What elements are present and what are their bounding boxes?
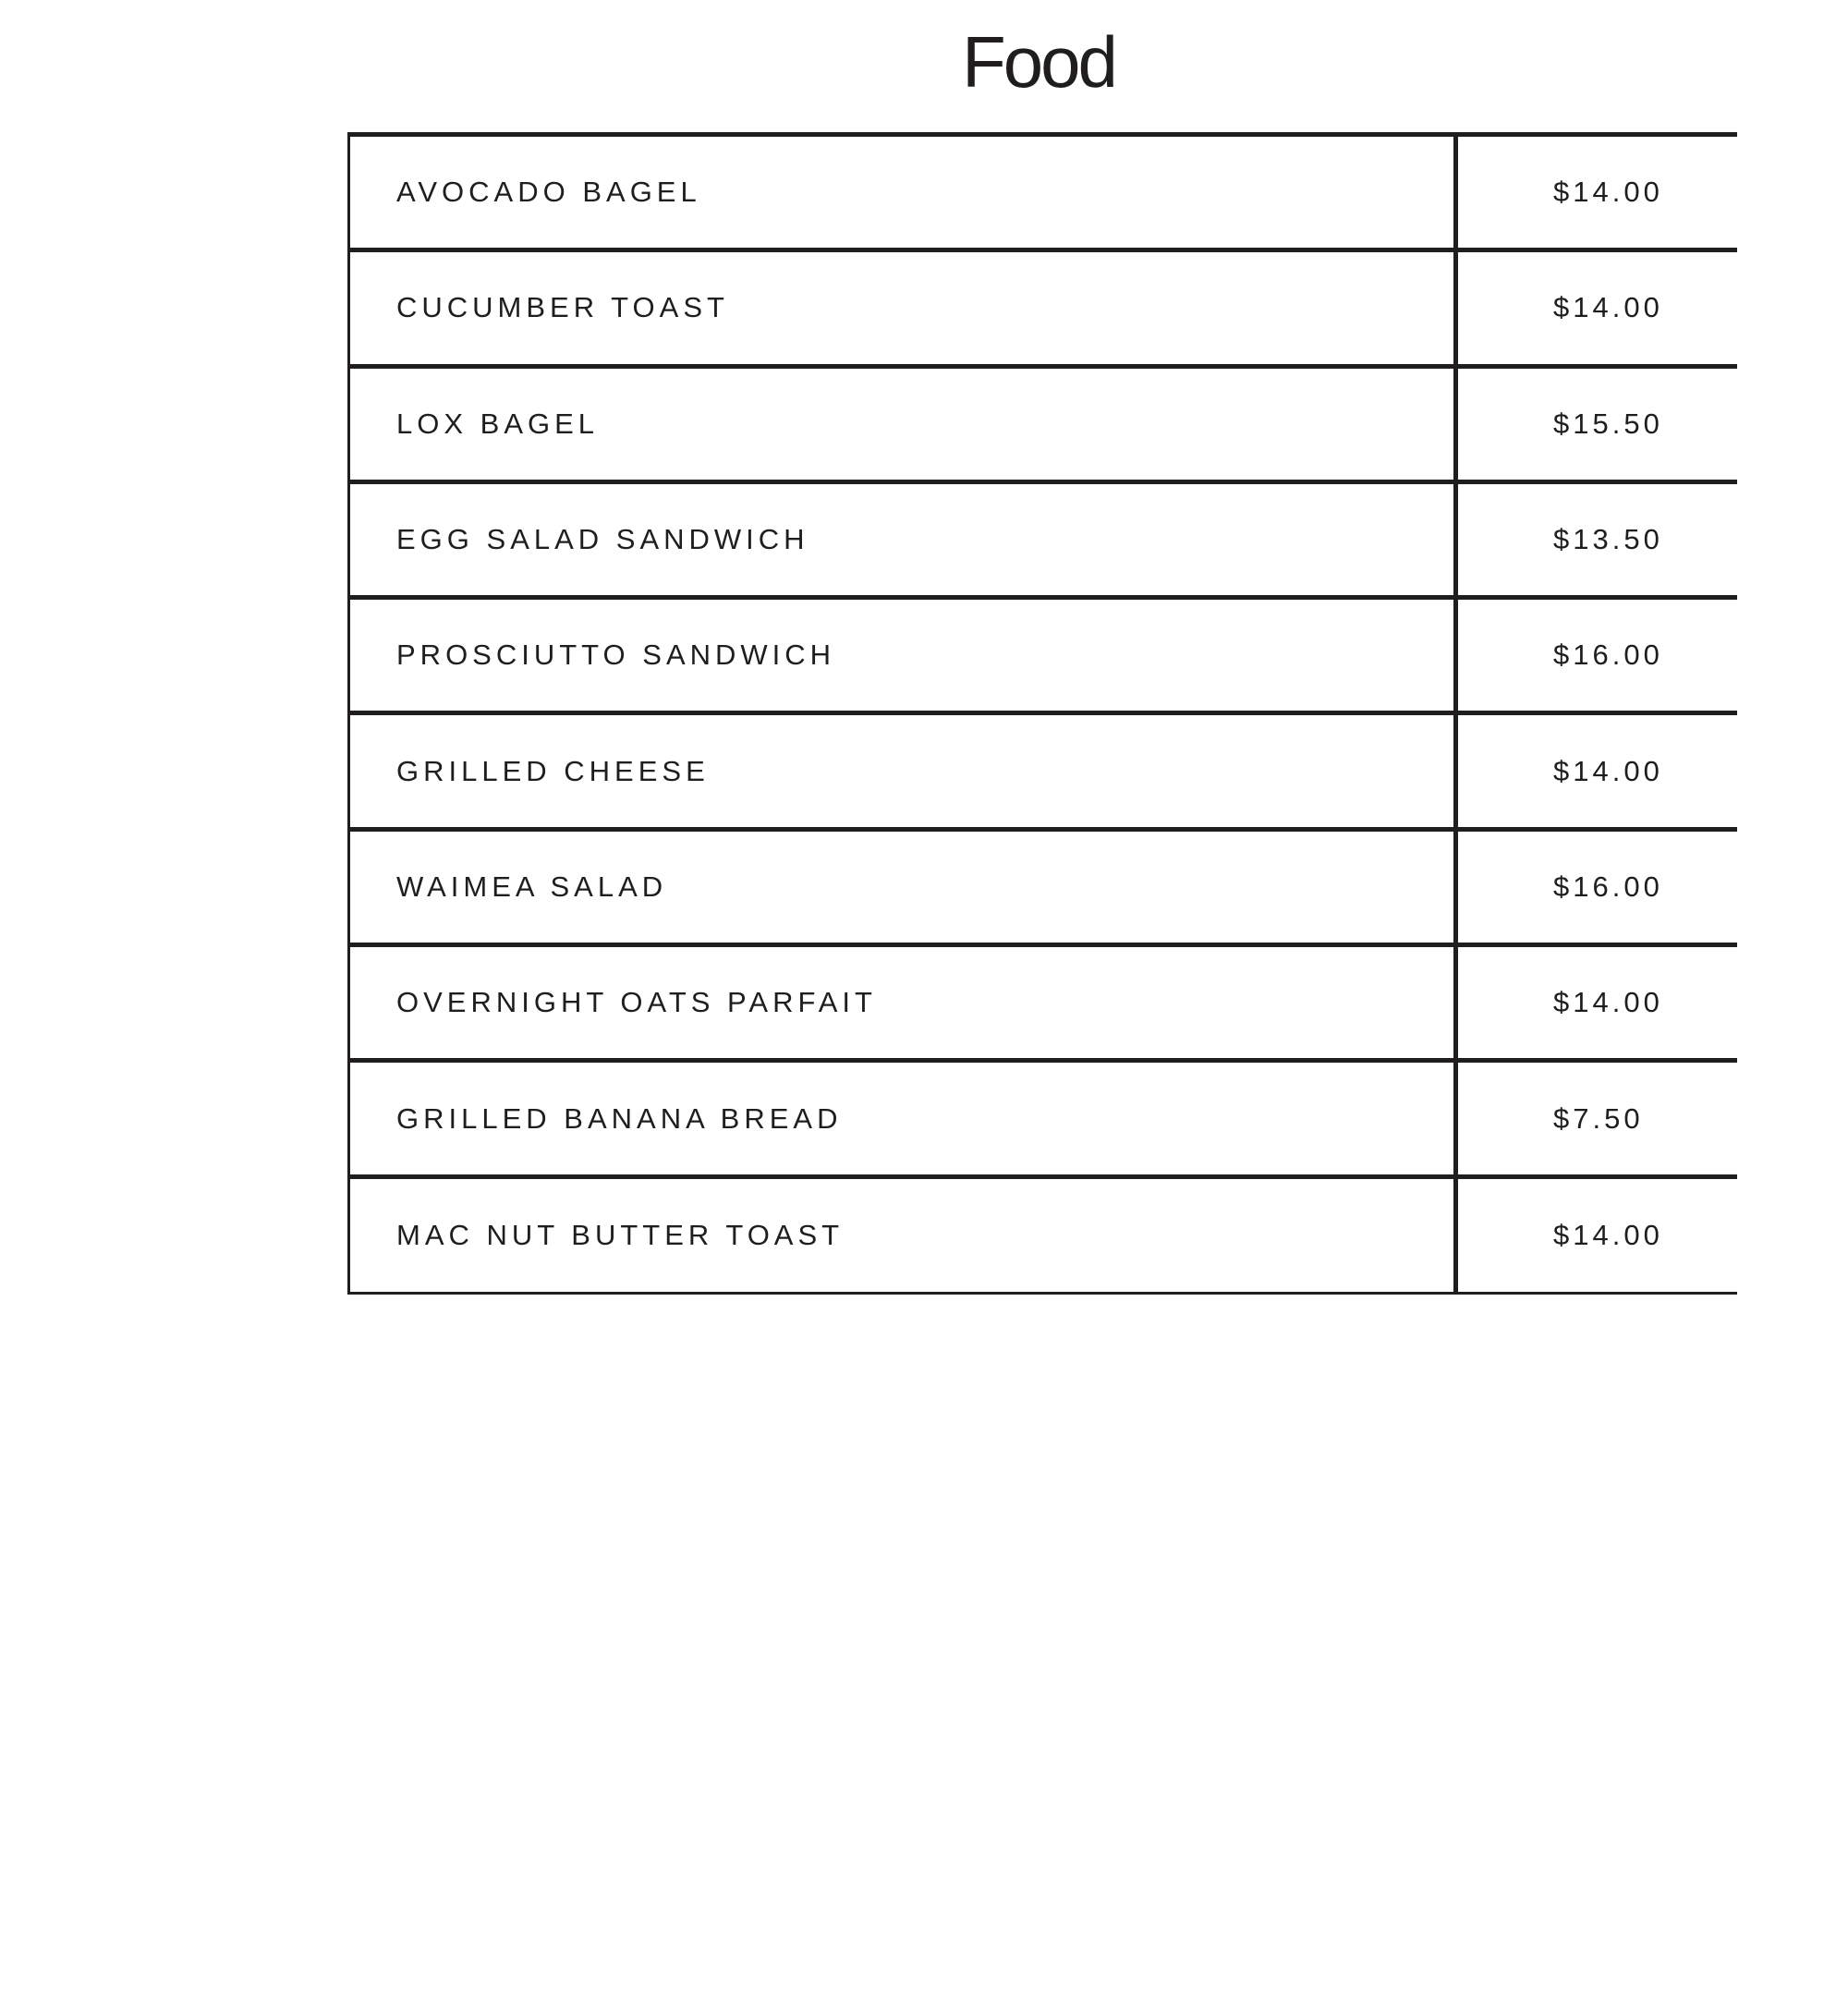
menu-item-name: OVERNIGHT OATS PARFAIT: [396, 986, 877, 1019]
menu-row: [350, 947, 1737, 1063]
menu-item-price: $16.00: [1553, 870, 1663, 903]
menu-item-price: $14.00: [1553, 986, 1663, 1019]
menu-item-price: $7.50: [1553, 1101, 1644, 1135]
menu-item-price: $13.50: [1553, 523, 1663, 556]
menu-table: [347, 132, 1737, 1295]
menu-item-name: WAIMEA SALAD: [396, 870, 668, 903]
menu-item-name: CUCUMBER TOAST: [396, 291, 729, 324]
menu-row: [350, 369, 1737, 484]
menu-row: [350, 600, 1737, 715]
menu-item-name: EGG SALAD SANDWICH: [396, 523, 809, 556]
menu-row: [350, 715, 1737, 831]
page-title: Food: [962, 21, 1115, 103]
menu-item-name: GRILLED CHEESE: [396, 754, 710, 787]
menu-item-name: MAC NUT BUTTER TOAST: [396, 1218, 845, 1251]
menu-item-price: $14.00: [1553, 1218, 1663, 1251]
menu-row: [350, 832, 1737, 947]
menu-item-name: PROSCIUTTO SANDWICH: [396, 639, 836, 672]
menu-item-price: $15.50: [1553, 407, 1663, 440]
menu-row: [350, 1063, 1737, 1178]
menu-row: [350, 1179, 1737, 1295]
menu-item-price: $14.00: [1553, 176, 1663, 209]
menu-row: [350, 484, 1737, 600]
menu-item-price: $14.00: [1553, 291, 1663, 324]
menu-item-name: GRILLED BANANA BREAD: [396, 1101, 843, 1135]
menu-item-price: $16.00: [1553, 639, 1663, 672]
menu-item-price: $14.00: [1553, 754, 1663, 787]
menu-row: [350, 137, 1737, 252]
menu-item-name: AVOCADO BAGEL: [396, 176, 701, 209]
menu-row: [350, 252, 1737, 368]
menu-item-name: LOX BAGEL: [396, 407, 600, 440]
